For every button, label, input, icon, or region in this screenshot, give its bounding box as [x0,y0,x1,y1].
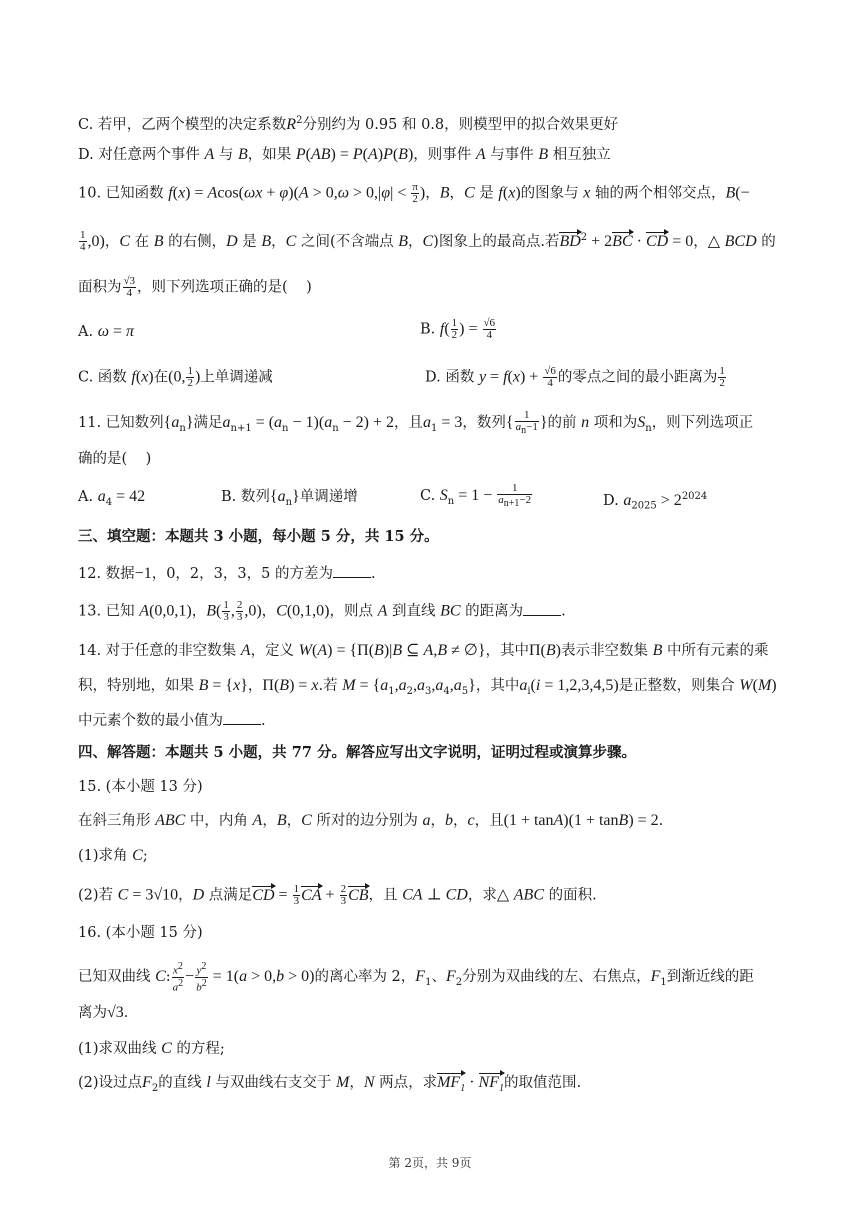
q11-option-b: B. 数列$\{a_n\}$单调递增 [221,488,358,508]
q16-part2: (2)设过点$F_2$的直线 l 与双曲线右支交于 M，N 两点，求$MF_1 \cdot NF_1$的取值范围. [78,1073,800,1099]
q16-stem-line1: 已知双曲线 C: $\frac{x^2}{a^2}$ − $\frac{y^2}{b^2}$ = 1(a > 0,b > 0)的离心率为 2，$F_1$、$F_2$分别为双曲线的左、右焦点，$F_1$到渐近线的距 [78,961,754,994]
q15-heading: 15. (本小题 13 分) [78,779,203,795]
q10-option-a: A. ω = π [78,323,135,340]
q16-heading: 16. (本小题 15 分) [78,925,203,941]
q11-option-a: A. $a_4 = 42$ [78,488,146,508]
q11-stem-line1: 11. 已知数列$\{a_n\}$满足$a_{n+1} = (a_n - 1)(a_n - 2) + 2$，且$a_1 = 3$，数列{ $\frac{1}{a_n-1}$ }的前 n 项和为$S_n$，则下列选项正 [78,409,754,437]
q11-option-c: C. $S_n = 1$ − $\frac{1}{a_{n+1}-2}$ [420,482,532,510]
q10-stem-line1: 10. 已知函数 f(x) = Acos(ωx + φ)(A > 0,ω > 0,|φ| < $\frac{\pi}{2}$ )，B，C 是 f(x)的图象与 x 轴的两个相邻交点，B(− [78,181,750,205]
page-footer: 第 2页，共 9页 [388,1156,472,1170]
q10-stem-line2: $\frac{1}{4}$ ,0)，C 在 B 的右侧，D 是 B，C 之间(不含端点 B，C)图象上的最高点.若$BD^2 + 2BC$ · CD = 0，△ BCD 的 [80,229,776,254]
q11-stem-line2: 确的是( ) [78,451,152,467]
q14-stem-line3: 中元素个数的最小值为 . [78,710,800,731]
section-4-heading: 四、解答题：本题共 5 小题，共 77 分。解答应写出文字说明，证明过程或演算步骤。 [78,744,636,761]
q14-stem-line1: 14. 对于任意的非空数集 A，定义 W(A) = {Π(B)|B ⊆ A,B ≠ ∅}，其中Π(B)表示非空数集 B 中所有元素的乘 [78,642,769,659]
section-3-heading: 三、填空题：本题共 3 小题，每小题 5 分，共 15 分。 [78,528,439,545]
q9-option-c: C. 若甲，乙两个模型的决定系数$R^2$分别约为 0.95 和 0.8，则模型甲的拟合效果更好 [78,115,619,133]
q12-stem: 12. 数据−1，0，2，3，3，5 的方差为 . [78,565,376,582]
q15-part1: (1)求角 C; [78,847,148,864]
q10-option-b: B. f( $\frac{1}{2}$ ) = $\frac{√6}{4}$ [420,317,496,341]
q10-stem-line3: 面积为 $\frac{√3}{4}$ ，则下列选项正确的是( ) [78,275,312,299]
q10-option-c: C. 函数 f(x)在(0, $\frac{1}{2}$ )上单调递减 [78,365,273,389]
q15-part2: (2)若 C = 3√10，D 点满足CD = $\frac{1}{3}$ CA + $\frac{2}{3}$ CB，且 CA ⊥ CD，求△ ABC 的面积. [78,883,597,907]
q9-option-d: D. 对任意两个事件 A 与 B，如果 P(AB) = P(A)P(B)，则事件 A 与事件 B 相互独立 [78,146,611,163]
q16-stem-line2: 离为√3. [78,1004,129,1021]
q13-answer-blank[interactable] [523,601,561,616]
q14-stem-line2: 积，特别地，如果 B = {x}，Π(B) = x.若 $M = \{a_1,a_2,a_3,a_4,a_5\}$，其中$a_i(i = 1,2,3,4,5)$是正整数，则集合 W(M) [78,677,777,697]
q12-answer-blank[interactable] [333,563,371,578]
q13-stem: 13. 已知 A(0,0,1)，B( $\frac{1}{3}$ , $\frac{2}{3}$ ,0)，C(0,1,0)，则点 A 到直线 BC 的距离为 . [78,599,566,623]
q16-part1: (1)求双曲线 C 的方程; [78,1040,225,1057]
q11-option-d: D. $a_{2025} > 2^{2024}$ [603,491,708,512]
q15-stem: 在斜三角形 ABC 中，内角 A，B，C 所对的边分别为 a，b，c，且(1 + tanA)(1 + tanB) = 2. [78,812,664,829]
q10-option-d: D. 函数 y = f(x) + $\frac{√6}{4}$ 的零点之间的最小距离为 $\frac{1}{2}$ [425,365,725,389]
q14-answer-blank[interactable] [223,710,261,725]
